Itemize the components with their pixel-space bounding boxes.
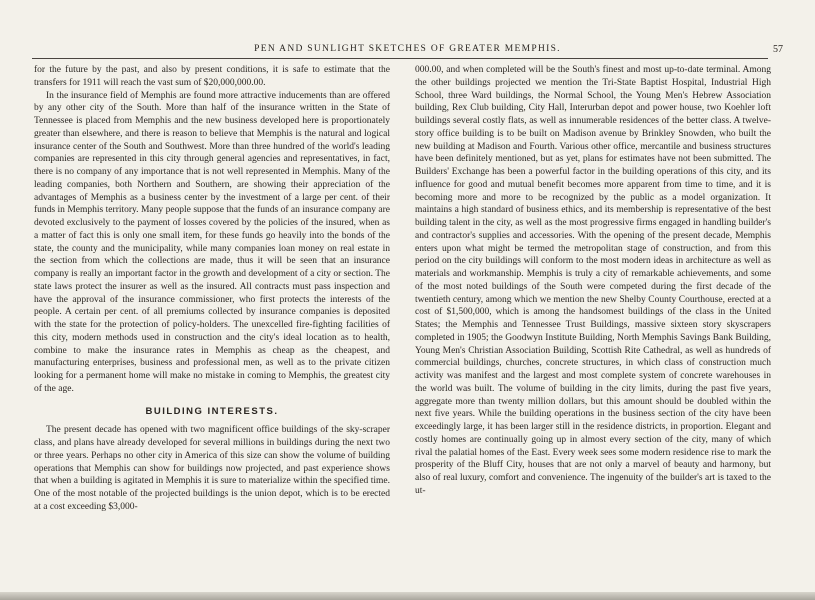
paragraph-real-estate-continued: for the future by the past, and also by present conditions, it is safe to estimate that the transfers for 1911 will reach the vast sum of $20,000,000.00. [34,65,390,88]
paragraph-insurance: In the insurance field of Memphis are found more attractive inducements than are offered by any other city of the South. More than half of the insurance written in the State of Tennessee is placed from Memphis and the new business developed here is proportionately greater than elsewhere, and there is reason to believe that Memphis is the natural and logical insurance center of the South and Southwest. More than three hundred of the world's leading companies are represented in this city through general agencies and representatives, in fact, there is no company of any importance that is not well represented in Memphis. Many of the leading companies, both Northern and Southern, are showing their appreciation of the advantages of Memphis as a business center by the investment of a large per cent. of their funds in Memphis territory. Many people suppose that the funds of an insurance company are devoted exclusively to the payment of losses covered by the policies of the insured, when as a matter of fact this is only one small item, for these funds go heavily into the bonds of the state, the county and the municipality, while many companies loan money on real estate in the section from which the collections are made, thus it will be seen that an insurance company is really an important factor in the growth and development of a city or section. The state laws protect the insurer as well as the insured. All contracts must pass inspection and have the approval of the insurance commissioner, who first protects the interests of the people. A certain per cent. of all premiums collected by insurance companies is deposited with the state for the protection of policy-holders. The unexcelled fire-fighting facilities of this city, modern methods used in construction and the city's ideal location as to health, combine to make the insurance rates in Memphis as cheap as the cheapest, and manufacturing enterprises, business and professional men, as well as to the private citizen looking for a permanent home will make no mistake in coming to Memphis, the greatest city of the age. [34,90,390,394]
page-number: 57 [773,44,783,55]
running-header [0,44,815,58]
section-heading-building-interests: BUILDING INTERESTS. [145,405,279,417]
left-column [34,64,390,514]
right-column [415,64,771,498]
paragraph-building-continued: 000.00, and when completed will be the South's finest and most up-to-date terminal. Among the other buildings projected we mention the Tri-State Baptist Hospital, Industrial High School, three Ward buildings, the Normal School, the Young Men's Hebrew Association building, Rex Club building, City Hall, Interurban depot and power house, two Koehler loft buildings several costly flats, as well as innumerable residences of the better class. A twelve-story office building is to be built on Madison avenue by Brinkley Snowden, who built the new building at Madison and Fourth. Various other office, mercantile and business structures have been definitely mentioned, but as yet, plans for estimates have not been submitted. The Builders' Exchange has been a powerful factor in the building operations of this city, and its influence for good and mutual benefit becomes more apparent from time to time, and it is becoming more and more to be recognized by the public as a model organization. It maintains a high standard of business ethics, and its membership is representative of the best building talent in the city, as well as the most progressive firms engaged in handling builder's and contractor's supplies and accessories. With the opening of the present decade, Memphis enters upon what might be termed the metropolitan stage of construction, and from this period on the city buildings will conform to the most modern ideas in architecture as well as materials and workmanship. Memphis is truly a city of remarkable achievements, and some of the most noted buildings of the South were competed during the first decade of the twentieth century, among which we mention the new Shelby County Courthouse, erected at a cost of $1,500,000, which is among the handsomest buildings of the class in the United States; the Memphis and Tennessee Trust Buildings, massive sixteen story skyscrapers completed in 1905; the Goodwyn Institute Building, North Memphis Savings Bank Building, Young Men's Christian Association Building, Scottish Rite Cathedral, as well as hundreds of commercial buildings, churches, concrete structures, in which class of construction much activity was manifest and the largest and most complete system of concrete warehouses in the world was built. The volume of building in the city limits, during the past five years, aggregate more than twenty million dollars, but this amount should be doubled within the next five years. While the building operations in the business section of the city have been exceedingly large, it has been larger still in the residence districts, in proportion. Elegant and costly homes are continually going up in almost every section of the city, many of which rival the palatial homes of the East. Every week sees some modern residence rise to mark the prosperity of the Bluff City, houses that are not only a marvel of beauty and harmony, but also of real luxury, comfort and convenience. The ingenuity of the builder's art is taxed to the ut- [415,65,771,496]
header-rule [32,58,768,59]
running-header-title: PEN AND SUNLIGHT SKETCHES OF GREATER MEMPHIS. [254,44,561,54]
page-edge-shadow [0,592,815,600]
paragraph-building-interests: The present decade has opened with two magnificent office buildings of the sky-scraper class, and plans have already developed for several millions in buildings during the next two or three years. Perhaps no other city in America of this size can show the volume of building operations that Memphis can show for buildings now projected, and past experience shows that when a building is agitated in Memphis it is sure to materialize within the specified time. One of the most notable of the projected buildings is the union depot, which is to be erected at a cost exceeding $3,000- [34,425,390,512]
